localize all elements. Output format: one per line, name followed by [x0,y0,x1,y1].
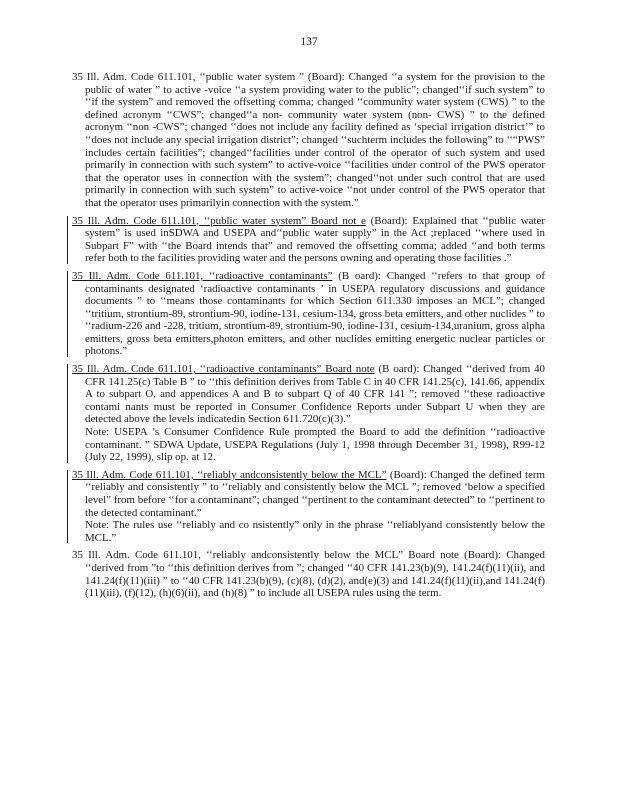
amendment-entry [72,363,545,464]
page-number: 137 [300,36,318,48]
amendment-entry [72,71,545,210]
entry-paragraph [72,363,545,426]
entry-citation: 35 Ill. Adm. Code 611.101, ‘‘radioactive contaminants” Board note [72,363,375,376]
change-bar [67,216,68,264]
entry-citation: 35 Ill. Adm. Code 611.101, ‘‘public water system” Board not e [72,214,366,227]
entry-note: Note: USEPA ’s Consumer Confidence Rule prompted the Board to add the definition ‘‘radioactive contaminant. ” SDWA Update, USEPA Regulations (July 1, 1998 through December 31, 1998), R99-12 (July 22, 1999), slip op. at 12. [85,426,545,464]
entry-citation: 35 Ill. Adm. Code 611.101, ‘‘reliably andconsistently below the MCL” Board note (Board): [72,549,502,562]
entry-text: (B oard): Changed ‘‘refers to that group of contaminants designated ‘radioactive contaminants ’ in USEPA regulatory discussions and guidance documents ” to ‘‘means those contaminants for which Section 611.330 imposes an MCL”; changed ‘‘tritium, strontium-89, strontium-90, iodine-131, cesium-134, gross beta emitters, and other nuclides ” to ‘‘radium-226 and -228, tritium, strontium-89, strontium-90, iodine-131, cesium-134,uranium, gross alpha emitters, gross beta emitters,photon emitters, and other nuclides emitting energetic nuclear particles or photons.” [85,269,545,358]
change-bar [67,364,68,463]
amendment-entry [72,469,545,545]
entry-text: (Board): Explained that ‘‘public water system” is used inSDWA and USEPA and‘‘public water supply” in the Act ;replaced ‘‘where used in Subpart F” with ‘‘the Board intends that” and removed the offsetting comma; added ‘‘and both terms refer both to the facilities providing water and the persons owning and operating those facilities .” [85,214,545,265]
entry-text: (Board): Changed the defined term ‘‘reliably and consistently ” to ‘‘reliably and consistently below the MCL ”; removed ‘below a specified level” from before ‘‘for a contaminant”; changed ‘‘pertinent to the contaminant detected” to ‘‘pertinent to the detected contaminant.” [85,468,546,519]
change-bar [67,470,68,544]
entry-paragraph [72,71,545,210]
amendment-entry [72,270,545,358]
entry-paragraph [72,549,545,599]
entry-paragraph [72,270,545,358]
entry-text: (B oard): Changed ‘‘derived from 40 CFR 141.25(c) Table B ” to ‘‘this definition derives from Table C in 40 CFR 141.25(c), 141.66, appendix A to subpart O, and appendices A and B to subpart Q of 40 CFR 141 ”; removed ‘‘these radioactive contami nants must be reported in Consumer Confidence Reports under Subpart U when they are detected above the levels indicatedin Section 611.720(c)(3).” [85,363,546,426]
amendment-entry [72,549,545,599]
entry-note: Note: The rules use ‘‘reliably and co nsistently” only in the phrase ‘‘reliablyand consistently below the MCL.” [85,519,545,544]
entry-text: Changed ‘‘derived from ”to ‘‘this definition derives from ”; changed ‘‘40 CFR 141.23(b)(9), 141.24(f)(11)(ii), and 141.24(f)(11)(iii) ” to ‘‘40 CFR 141.23(b)(9), (c)(8), (d)(2), and(e)(3) and 141.24(f)(11)(ii),and 141.24(f)(11)(iii), (f)(12), (h)(6)(ii), and (h)(8) ” to include all USEPA rules using the term. [85,549,545,600]
entry-paragraph [72,469,545,519]
entry-text: Changed ‘‘a system for the provision to the public of water ” to active -voice ‘‘a system providing water to the public”; changed‘‘if such system” to ‘‘if the system” and removed the offsetting comma; changed ‘‘community water system (CWS) ” to the defined acronym ‘‘CWS”; changed‘‘a non- community water system (non- CWS) ” to the defined acronym ‘‘non -CWS”; changed ‘‘does not include any facility defined as ‘special irrigation district’” to ‘‘does not include any special irrigation district”; changed ‘‘suchterm includes the following” to ‘‘“PWS” includes certain facilities”; changed‘‘facilities under control of the operator of such system and used primarily in connection with such system” to active-voice ‘‘facilities under control of the PWS operator that the operator uses in connection with the system”; changed‘‘not under such control that are used primarily in connection with such system” to active-voice ‘‘not under control of the PWS operator that that the operator uses primarilyin connection with the system.” [85,71,545,209]
entry-citation: 35 Ill. Adm. Code 611.101, ‘‘public water system ” (Board): [72,71,345,83]
entry-paragraph [72,215,545,265]
amendment-entry [72,215,545,265]
entry-citation: 35 Ill. Adm. Code 611.101, ‘‘radioactive contaminants” [72,269,333,282]
amendment-list [72,71,545,605]
change-bar [67,271,68,357]
entry-citation: 35 Ill. Adm. Code 611.101, ‘‘reliably andconsistently below the MCL” [72,468,387,481]
